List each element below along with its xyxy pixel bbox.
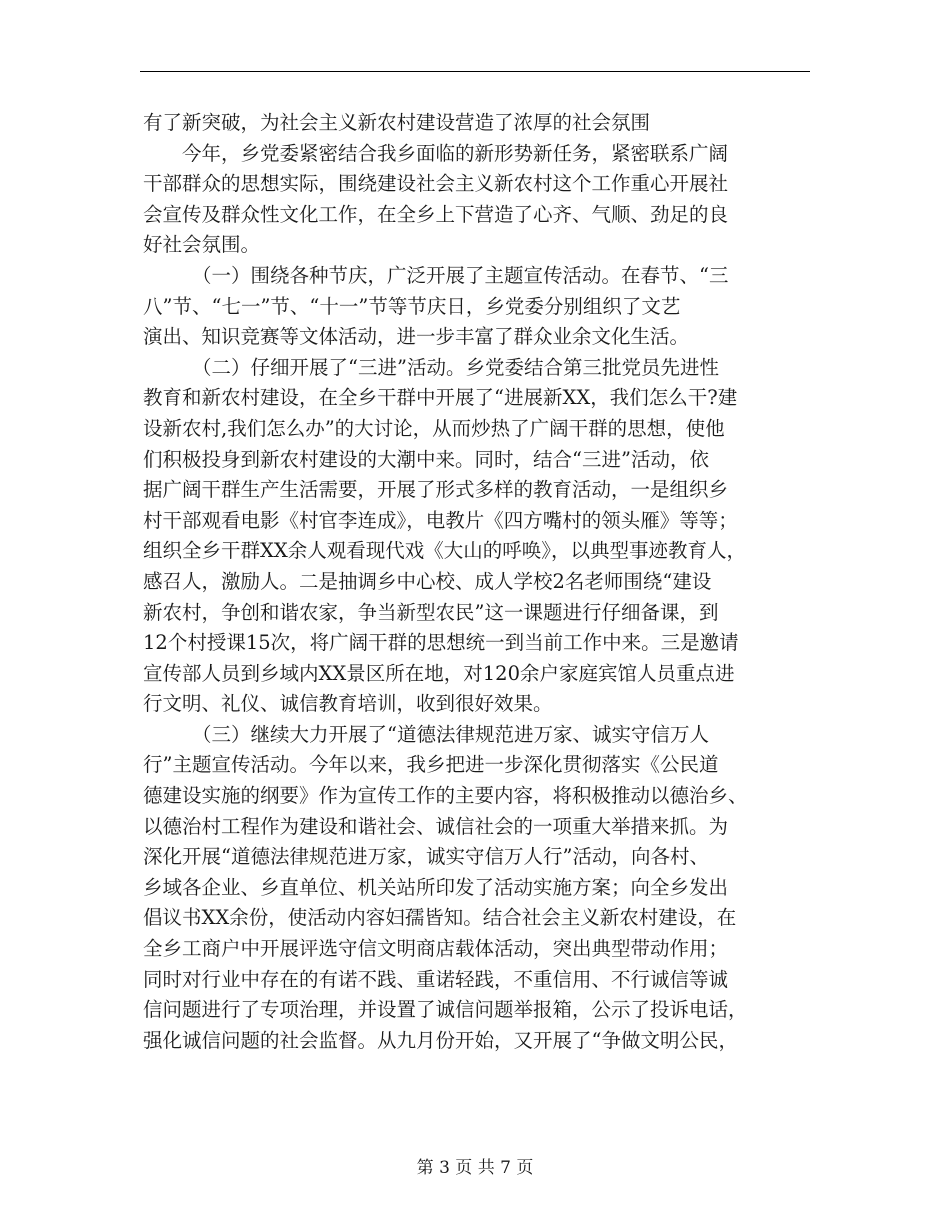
text-line: （一）围绕各种节庆，广泛开展了主题宣传活动。在春节、“三 [192, 263, 729, 287]
text-line: 全乡工商户中开展评选守信文明商店载体活动，突出典型带动作用； [143, 937, 729, 961]
text-line: 强化诚信问题的社会监督。从九月份开始，又开展了“争做文明公民， [143, 1028, 738, 1052]
text-line: 们积极投身到新农村建设的大潮中来。同时，结合“三进”活动，依 [143, 447, 709, 471]
page-number: 第 3 页 共 7 页 [416, 1158, 534, 1178]
text-line: 八”节、“七一”节、“十一”节等节庆日，乡党委分别组织了文艺 [143, 294, 681, 318]
text-line: 教育和新农村建设，在全乡干群中开展了“进展新XX，我们怎么干?建 [143, 386, 738, 410]
text-line: 乡域各企业、乡直单位、机关站所印发了活动实施方案；向全乡发出 [143, 875, 729, 899]
text-line: 行文明、礼仪、诚信教育培训，收到很好效果。 [143, 692, 553, 716]
text-line: 设新农村,我们怎么办”的大讨论，从而炒热了广阔干群的思想，使他 [143, 416, 725, 440]
text-line: 信问题进行了专项治理，并设置了诚信问题举报箱，公示了投诉电话， [143, 998, 748, 1022]
text-line: 感召人，激励人。二是抽调乡中心校、成人学校2名老师围绕“建设 [143, 569, 712, 593]
text-line: 会宣传及群众性文化工作，在全乡上下营造了心齐、气顺、劲足的良 [143, 202, 729, 226]
text-line: 德建设实施的纲要》作为宣传工作的主要内容，将积极推动以德治乡、 [143, 784, 748, 808]
text-line: 据广阔干群生产生活需要，开展了形式多样的教育活动，一是组织乡 [143, 478, 729, 502]
text-line: 深化开展“道德法律规范进万家，诚实守信万人行”活动，向各村、 [143, 845, 709, 869]
text-line: 同时对行业中存在的有诺不践、重诺轻践，不重信用、不行诚信等诚 [143, 967, 729, 991]
header-rule [140, 71, 810, 72]
text-line: 12个村授课15次，将广阔干群的思想统一到当前工作中来。三是邀请 [143, 631, 739, 655]
text-line: 倡议书XX余份，使活动内容妇孺皆知。结合社会主义新农村建设，在 [143, 906, 737, 930]
text-line: （三）继续大力开展了“道德法律规范进万家、诚实守信万人 [192, 722, 709, 746]
text-line: 有了新突破，为社会主义新农村建设营造了浓厚的社会氛围 [143, 111, 651, 134]
text-line: 宣传部人员到乡域内XX景区所在地，对120余户家庭宾馆人员重点进 [143, 661, 735, 685]
text-line: 组织全乡干群XX余人观看现代戏《大山的呼唤》，以典型事迹教育人， [143, 539, 747, 563]
text-line: 行”主题宣传活动。今年以来，我乡把进一步深化贯彻落实《公民道 [143, 753, 719, 777]
text-line: 以德治村工程作为建设和谐社会、诚信社会的一项重大举措来抓。为 [143, 814, 729, 838]
text-line: 干部群众的思想实际，围绕建设社会主义新农村这个工作重心开展社 [143, 172, 729, 196]
text-line: （二）仔细开展了“三进”活动。乡党委结合第三批党员先进性 [192, 355, 719, 379]
text-line: 好社会氛围。 [143, 233, 261, 257]
text-line: 村干部观看电影《村官李连成》，电教片《四方嘴村的领头雁》等等； [143, 508, 738, 532]
text-line: 今年，乡党委紧密结合我乡面临的新形势新任务，紧密联系广阔 [182, 141, 729, 165]
document-body [143, 108, 810, 1056]
text-line: 新农村，争创和谐农家，争当新型农民”这一课题进行仔细备课，到 [143, 600, 719, 624]
text-line: 演出、知识竞赛等文体活动，进一步丰富了群众业余文化生活。 [143, 325, 690, 349]
